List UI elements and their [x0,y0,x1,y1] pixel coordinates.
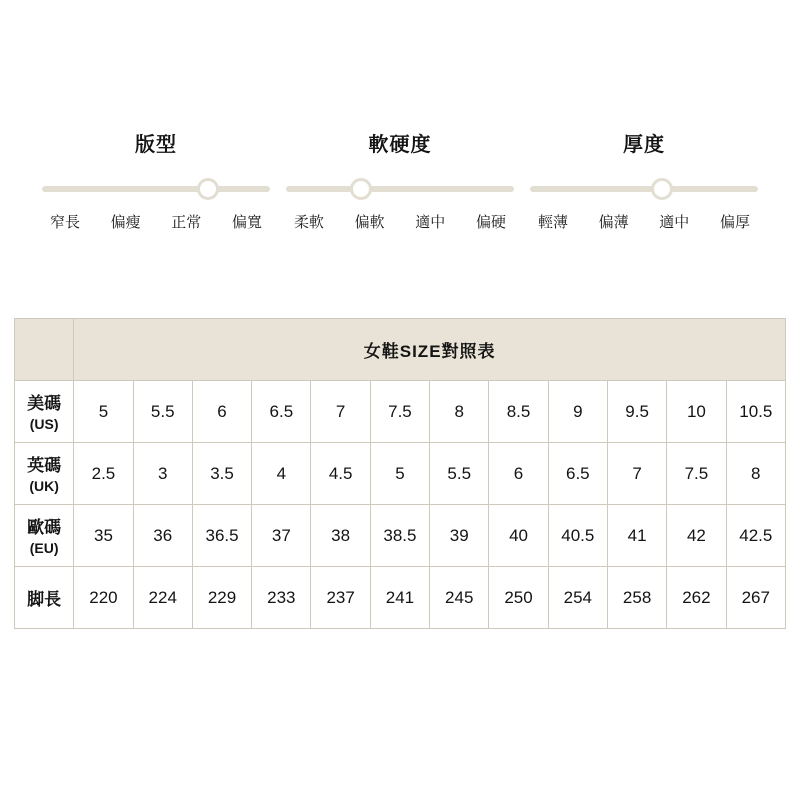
slider-labels-softness [282,211,518,232]
slider-label-fit-3: 偏寬 [231,214,262,231]
cell-foot-0: 220 [74,567,133,629]
slider-title-softness: 軟硬度 [368,134,432,156]
cell-us-10: 10 [667,381,726,443]
row-label-eu [15,505,74,567]
cell-foot-9: 258 [607,567,666,629]
cell-uk-7: 6 [489,443,548,505]
slider-group-fit [40,128,272,232]
cell-eu-11: 42.5 [726,505,785,567]
row-label-us [15,381,74,443]
slider-label-fit-2: 正常 [171,214,202,231]
row-unit-us: (US) [29,416,59,432]
cell-foot-7: 250 [489,567,548,629]
size-chart [14,318,786,629]
cell-foot-6: 245 [430,567,489,629]
row-label-footlength [15,567,74,629]
cell-foot-2: 229 [192,567,251,629]
cell-us-7: 8.5 [489,381,548,443]
cell-us-5: 7.5 [370,381,429,443]
slider-label-softness-3: 偏硬 [475,214,506,231]
cell-uk-3: 4 [252,443,311,505]
cell-eu-0: 35 [74,505,133,567]
cell-us-1: 5.5 [133,381,192,443]
cell-eu-7: 40 [489,505,548,567]
cell-us-3: 6.5 [252,381,311,443]
slider-group-thickness [528,128,760,232]
slider-track-bar-fit [42,186,270,192]
table-title: 女鞋SIZE對照表 [74,319,786,381]
cell-uk-10: 7.5 [667,443,726,505]
table-row [15,381,786,443]
slider-labels-thickness [526,211,762,232]
cell-foot-8: 254 [548,567,607,629]
slider-track-bar-softness [286,186,514,192]
slider-title-fit: 版型 [135,134,177,156]
slider-track-fit[interactable] [42,177,270,201]
slider-knob-thickness[interactable] [651,178,673,200]
cell-uk-1: 3 [133,443,192,505]
slider-label-softness-1: 偏軟 [354,214,385,231]
cell-eu-6: 39 [430,505,489,567]
table-header-row [15,319,786,381]
cell-eu-8: 40.5 [548,505,607,567]
table-corner-cell [15,319,74,381]
cell-eu-3: 37 [252,505,311,567]
cell-eu-10: 42 [667,505,726,567]
cell-foot-10: 262 [667,567,726,629]
cell-eu-5: 38.5 [370,505,429,567]
slider-group-softness [284,128,516,232]
cell-eu-2: 36.5 [192,505,251,567]
cell-us-4: 7 [311,381,370,443]
slider-label-softness-0: 柔軟 [293,214,324,231]
cell-foot-5: 241 [370,567,429,629]
cell-eu-9: 41 [607,505,666,567]
row-label-uk [15,443,74,505]
row-unit-uk: (UK) [29,478,59,494]
row-label-eu-text: 歐碼 [27,518,62,537]
cell-foot-3: 233 [252,567,311,629]
cell-us-9: 9.5 [607,381,666,443]
cell-foot-4: 237 [311,567,370,629]
cell-uk-0: 2.5 [74,443,133,505]
cell-foot-11: 267 [726,567,785,629]
slider-label-thickness-1: 偏薄 [598,214,629,231]
slider-label-thickness-0: 輕薄 [537,214,568,231]
slider-knob-fit[interactable] [197,178,219,200]
cell-eu-1: 36 [133,505,192,567]
attribute-sliders [0,128,800,232]
size-chart-table [14,318,786,629]
table-row [15,443,786,505]
row-label-uk-text: 英碼 [27,456,62,475]
slider-title-thickness: 厚度 [623,134,665,156]
slider-track-softness[interactable] [286,177,514,201]
cell-uk-11: 8 [726,443,785,505]
slider-label-softness-2: 適中 [415,214,446,231]
cell-uk-8: 6.5 [548,443,607,505]
slider-label-fit-0: 窄長 [49,214,80,231]
cell-us-8: 9 [548,381,607,443]
cell-uk-6: 5.5 [430,443,489,505]
cell-uk-9: 7 [607,443,666,505]
cell-us-6: 8 [430,381,489,443]
cell-uk-5: 5 [370,443,429,505]
cell-foot-1: 224 [133,567,192,629]
slider-track-bar-thickness [530,186,758,192]
cell-us-2: 6 [192,381,251,443]
cell-uk-4: 4.5 [311,443,370,505]
slider-label-thickness-3: 偏厚 [719,214,750,231]
row-label-footlength-text: 脚長 [27,590,62,609]
cell-uk-2: 3.5 [192,443,251,505]
row-unit-eu: (EU) [29,540,59,556]
table-row [15,505,786,567]
slider-knob-softness[interactable] [350,178,372,200]
table-row [15,567,786,629]
slider-track-thickness[interactable] [530,177,758,201]
cell-us-0: 5 [74,381,133,443]
slider-label-fit-1: 偏瘦 [110,214,141,231]
cell-eu-4: 38 [311,505,370,567]
slider-label-thickness-2: 適中 [659,214,690,231]
row-label-us-text: 美碼 [27,394,62,413]
cell-us-11: 10.5 [726,381,785,443]
slider-labels-fit [38,211,274,232]
